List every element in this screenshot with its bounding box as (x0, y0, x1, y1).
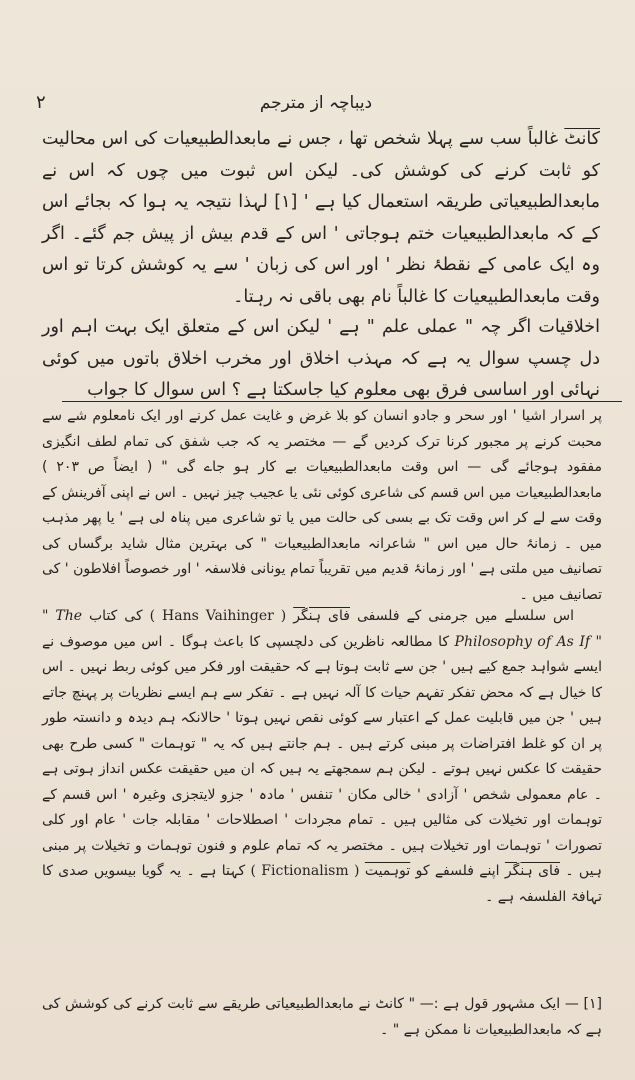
footnote-vaihinger-d: اپنے فلسفے کو (410, 863, 505, 879)
footnote-continuation (42, 404, 602, 608)
footnote-vaihinger-c: کا مطالعہ ناظرین کی دلچسپی کا باعث ہوگا ۔ اس میں موصوف نے ایسے شواہد جمع کیے ہیں ' جن سے ثابت ہوتا ہے کہ حقیقت اور فکر میں کوئی ربط نہیں ۔ اس کا خیال ہے کہ محض تفکر تفہم حیات کا آلہ نہیں ہے ۔ تفکر سے ہم ایسے نظریات پر پہنچ جاتے ہیں ' جن میں قابلیت عمل کے اعتبار سے کوئی نقص نہیں ہوتا ' حالانکہ ہم دیدہ و دانستہ طور پر ان کو غلط افتراضات پر مبنی کرتے ہیں ۔ ہم جانتے ہیں کہ یہ " توہمات " کسی طرح بھی حقیقت کا عکس نہیں ہوتے ۔ لیکن ہم سمجھتے یہ ہیں کہ ان میں حقیقت عکس انداز ہوتی ہے ۔ عام معمولی شخص ' آزادی ' خالی مکان ' تنفس ' مادہ ' جزو لایتجزی وغیرہ ' اس قسم کے توہمات اور تخیلات کی مثالیں ہیں ۔ تمام مجردات ' اصطلاحات ' مقابلہ جات ' عام اور کلی تصورات ' توہمات اور تخیلات ہیں ۔ مختصر یہ کہ تمام علوم و فنون توہمات و تخیلات پر مبنی ہیں ۔ (42, 633, 603, 879)
footnote-vaihinger-b: کی کتاب (82, 608, 150, 624)
vaihinger-urdu-2: فای ہنگر (504, 863, 561, 879)
footnote-one (42, 992, 602, 1043)
fictionalism-term: ( Fictionalism ) (250, 863, 360, 879)
paragraph-kant-text: غالباً سب سے پہلا شخص تھا ، جس نے مابعدالطبیعیات کی اس محالیت کو ثابت کرنے کی کوشش کی۔ لیکن اس ثبوت میں چوں کہ اس نے مابعدالطبیعیاتی طریقہ استعمال کیا ہے ' [۱] لہذا نتیجہ یہ ہوا کہ بجائے اس کے کہ مابعدالطبیعیات ختم ہوجاتی ' اس کے قدم بیش از پیش جم گئے۔ اگر وہ ایک عامی کے نقطۂ نظر ' اور اس کی زبان ' سے یہ کوشش کرتا تو اس وقت مابعدالطبیعیات کا غالباً نام بھی باقی نہ رہتا۔ (42, 129, 600, 307)
footnote-vaihinger (42, 604, 602, 910)
footnote-divider (62, 401, 622, 402)
paragraph-ethics (42, 312, 600, 407)
running-head: دیباچہ از مترجم (259, 93, 373, 113)
page-number: ۲ (36, 92, 46, 113)
footnote-vaihinger-a: اس سلسلے میں جرمنی کے فلسفی (349, 608, 574, 624)
paragraph-ethics-text: اخلاقیات اگر چہ " عملی علم " ہے ' لیکن اس کے متعلق ایک بہت اہم اور دل چسپ سوال یہ ہے کہ مہذب اخلاق اور مخرب اخلاق باتوں میں کوئی نہائی اور اساسی فرق بھی معلوم کیا جاسکتا ہے ؟ اس سوال کا جواب (42, 317, 600, 400)
paragraph-kant (42, 124, 600, 313)
footnote-marker: [۱] (583, 996, 602, 1012)
vaihinger-urdu: فای ہنگر (293, 608, 350, 624)
page-header (36, 92, 596, 120)
footnote-continuation-text: پر اسرار اشیا ' اور سحر و جادو انسان کو بلا غرض و غایت عمل کرنے اور ایک نامعلوم شے سے محبت کرنے پر مجبور کرنا ترک کردیں گے — مختصر یہ کہ جب شفق کی تمام لطف انگیزی مفقود ہوجائے گی — اس وقت مابعدالطبیعیات بے کار ہو جاے گی " ( ایضاً ص ۲۰۳ ) مابعدالطبیعیات میں اس قسم کی شاعری کوئی نئی یا عجیب چیز نہیں ۔ اس نے اپنی آفرینش کے وقت سے لے کر اس وقت تک بے بسی کی حالت میں یا تو شاعری میں پناہ لی ہے ' یا پھر مذہب میں ۔ زمانۂ حال میں اس " شاعرانہ مابعدالطبیعیات " کی بہترین مثال شاید برگساں کی تصانیف میں ملتی ہے ' اور زمانۂ قدیم میں تقریباً تمام یونانی فلاسفہ ' اور خصوصاً افلاطون ' کی تصانیف میں ۔ (42, 408, 602, 603)
footnote-vaihinger-e: کہتا ہے ۔ یہ گویا بیسویں صدی کا تہافۃ الفلسفہ ہے ۔ (42, 863, 602, 905)
kant-name: کانٹ (564, 129, 600, 149)
tawahhumiyat-term: توہمیت (364, 863, 411, 879)
footnote-one-text: — ایک مشہور قول ہے :— " کانٹ نے مابعدالطبیعیاتی طریقے سے ثابت کرنے کی کوشش کی ہے کہ مابعدالطبیعیات نا ممکن ہے " ۔ (42, 996, 602, 1038)
vaihinger-latin: ( Hans Vaihinger ) (149, 608, 287, 624)
book-title: " The Philosophy of As If " (42, 608, 602, 650)
